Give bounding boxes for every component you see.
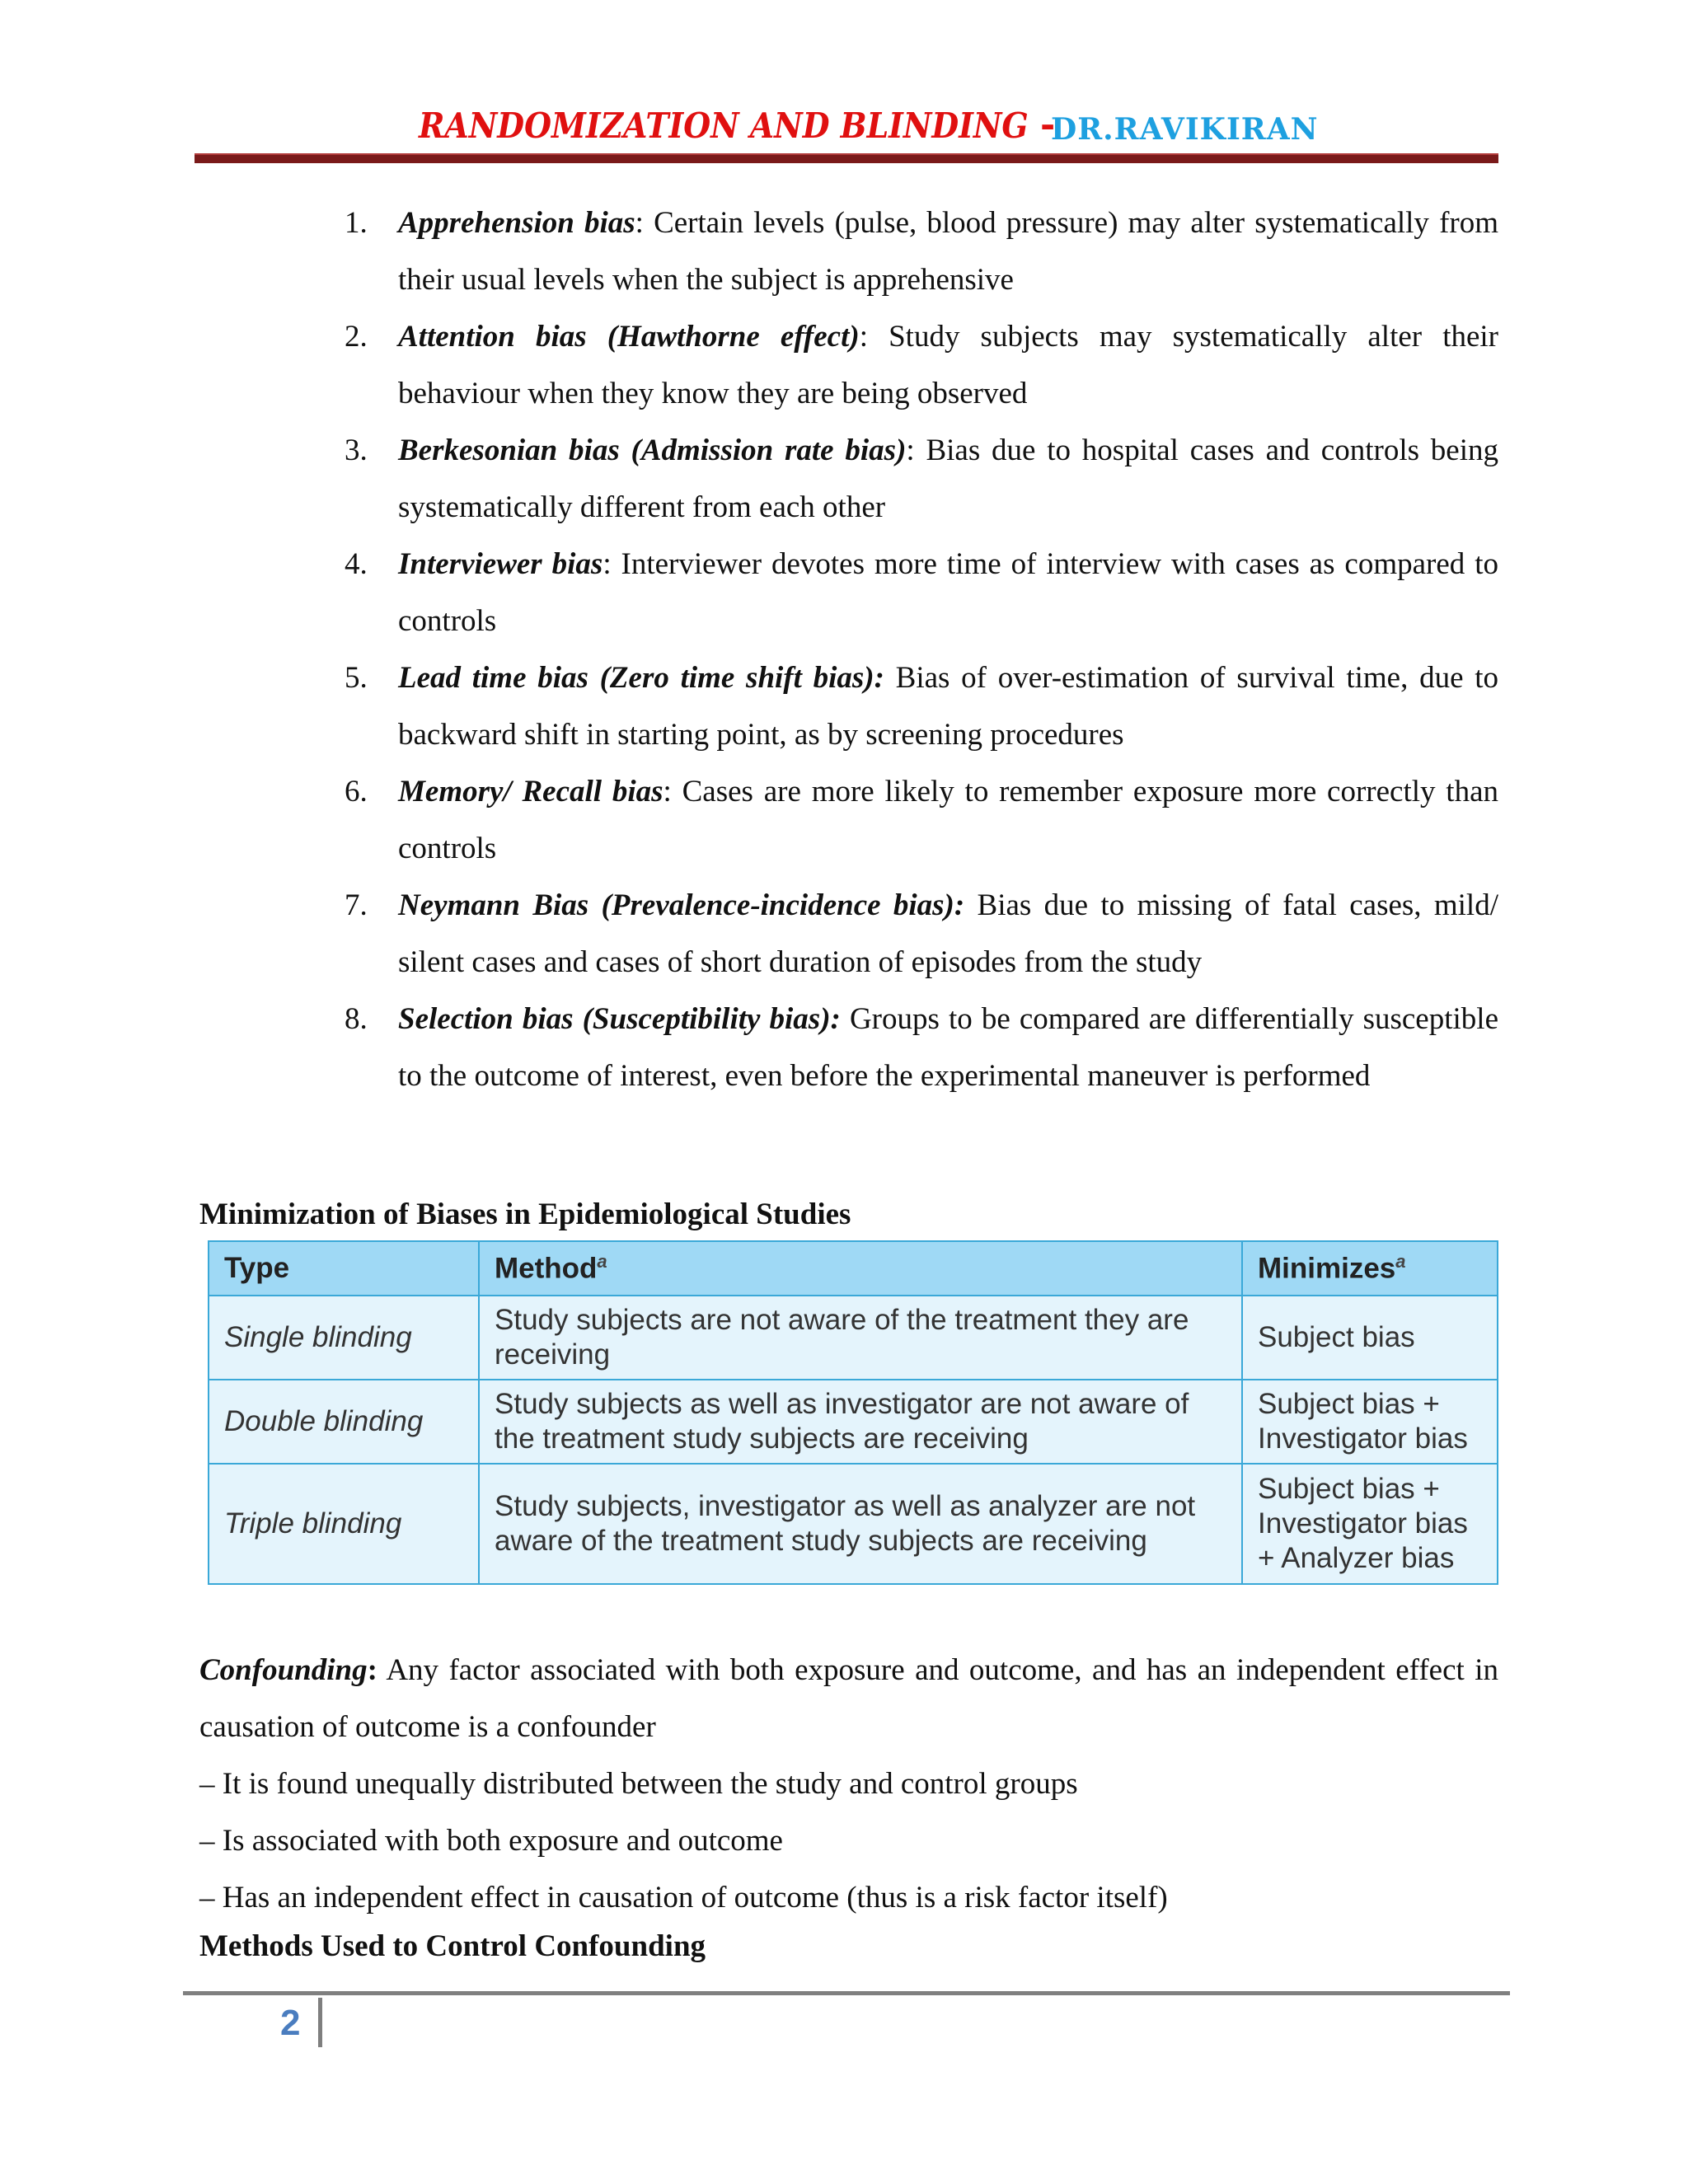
bias-item [338, 422, 1498, 536]
bias-separator [884, 661, 896, 695]
blinding-minimizes: Subject bias + Investigator bias + Analyzer bias [1242, 1464, 1498, 1584]
bias-term: Attention bias (Hawthorne effect) [398, 320, 860, 354]
bias-list [338, 194, 1498, 1104]
document-title: RANDOMIZATION AND BLINDING [419, 105, 1029, 146]
header-dash: - [1040, 104, 1056, 146]
bias-term: Selection bias (Susceptibility bias): [398, 1002, 841, 1036]
confounding-text: Any factor associated with both exposure and outcome, and has an independent effect in causation of outcome is a confounder [199, 1653, 1498, 1744]
page-header [0, 105, 1688, 155]
confounding-term: Confounding [199, 1653, 368, 1687]
table-row [209, 1296, 1498, 1380]
bias-separator: : [603, 547, 621, 581]
confounding-point: – It is found unequally distributed between the study and control groups [199, 1767, 1078, 1801]
header-method: Method$^a$ [479, 1241, 1242, 1296]
confounding-definition [199, 1642, 1498, 1755]
bias-number: 5. [345, 661, 368, 695]
bias-number: 7. [345, 888, 368, 922]
table-row [209, 1464, 1498, 1584]
bias-item [338, 536, 1498, 649]
bias-description: Certain levels (pulse, blood pressure) may alter systematically from their usual levels when the subject is apprehensive [398, 206, 1498, 297]
blinding-method: Study subjects as well as investigator are not aware of the treatment study subjects are receiving [479, 1380, 1242, 1464]
bias-item [338, 763, 1498, 877]
bias-separator: : [663, 775, 682, 808]
header-minimizes: Minimizes$^a$ [1242, 1241, 1498, 1296]
blinding-method: Study subjects, investigator as well as analyzer are not aware of the treatment study subjects are receiving [479, 1464, 1242, 1584]
bias-item [338, 194, 1498, 308]
footnote-mark: a [597, 1251, 607, 1272]
confounding-section [199, 1642, 1498, 1926]
page-number-bar [318, 1998, 322, 2047]
bias-description: Bias due to missing of fatal cases, mild/ silent cases and cases of short duration of episodes from the study [398, 888, 1498, 979]
bias-term: Lead time bias (Zero time shift bias): [398, 661, 884, 695]
header-divider [195, 153, 1498, 163]
bias-term: Apprehension bias [398, 206, 635, 240]
bias-number: 3. [345, 434, 368, 467]
bias-separator: : [635, 206, 654, 240]
blinding-table [208, 1240, 1498, 1585]
blinding-minimizes: Subject bias + Investigator bias [1242, 1380, 1498, 1464]
footnote-mark: a [1395, 1251, 1406, 1272]
bias-item [338, 308, 1498, 422]
bias-description: Cases are more likely to remember exposure more correctly than controls [398, 775, 1499, 865]
methods-heading: Methods Used to Control Confounding [199, 1929, 706, 1963]
blinding-type: Triple blinding [209, 1464, 479, 1584]
minimization-heading: Minimization of Biases in Epidemiological Studies [199, 1197, 851, 1231]
header-type: Type [209, 1241, 479, 1296]
bias-description: Groups to be compared are differentially susceptible to the outcome of interest, even before the experimental maneuver is performed [398, 1002, 1498, 1093]
table-header-row [209, 1241, 1498, 1296]
blinding-minimizes: Subject bias [1242, 1296, 1498, 1380]
blinding-type: Double blinding [209, 1380, 479, 1464]
bias-term: Memory/ Recall bias [398, 775, 663, 808]
author-name: DR.RAVIKIRAN [1051, 112, 1319, 147]
bias-item [338, 649, 1498, 763]
confounding-point: – Has an independent effect in causation of outcome (thus is a risk factor itself) [199, 1881, 1168, 1915]
bias-number: 1. [345, 206, 368, 240]
blinding-method: Study subjects are not aware of the treatment they are receiving [479, 1296, 1242, 1380]
bias-number: 6. [345, 775, 368, 808]
bias-description: Bias due to hospital cases and controls being systematically different from each other [398, 434, 1498, 524]
bias-term: Interviewer bias [398, 547, 603, 581]
page-number: 2 [280, 2003, 301, 2043]
bias-separator: : [906, 434, 926, 467]
bias-description: Study subjects may systematically alter their behaviour when they know they are being observed [398, 320, 1499, 410]
bias-number: 2. [345, 320, 368, 354]
confounding-colon: : [367, 1653, 377, 1687]
confounding-point: – Is associated with both exposure and outcome [199, 1824, 783, 1858]
bias-number: 8. [345, 1002, 368, 1036]
bias-item [338, 877, 1498, 991]
bias-term: Berkesonian bias (Admission rate bias) [398, 434, 907, 467]
bias-separator [964, 888, 977, 922]
blinding-type: Single blinding [209, 1296, 479, 1380]
bias-description: Interviewer devotes more time of interview with cases as compared to controls [398, 547, 1498, 638]
table-row [209, 1380, 1498, 1464]
bias-number: 4. [345, 547, 368, 581]
bias-description: Bias of over-estimation of survival time, due to backward shift in starting point, as by screening procedures [398, 661, 1498, 752]
bias-item [338, 991, 1498, 1104]
footer-divider [183, 1991, 1510, 1995]
bias-separator: : [859, 320, 889, 354]
bias-term: Neymann Bias (Prevalence-incidence bias): [398, 888, 965, 922]
bias-separator [841, 1002, 850, 1036]
